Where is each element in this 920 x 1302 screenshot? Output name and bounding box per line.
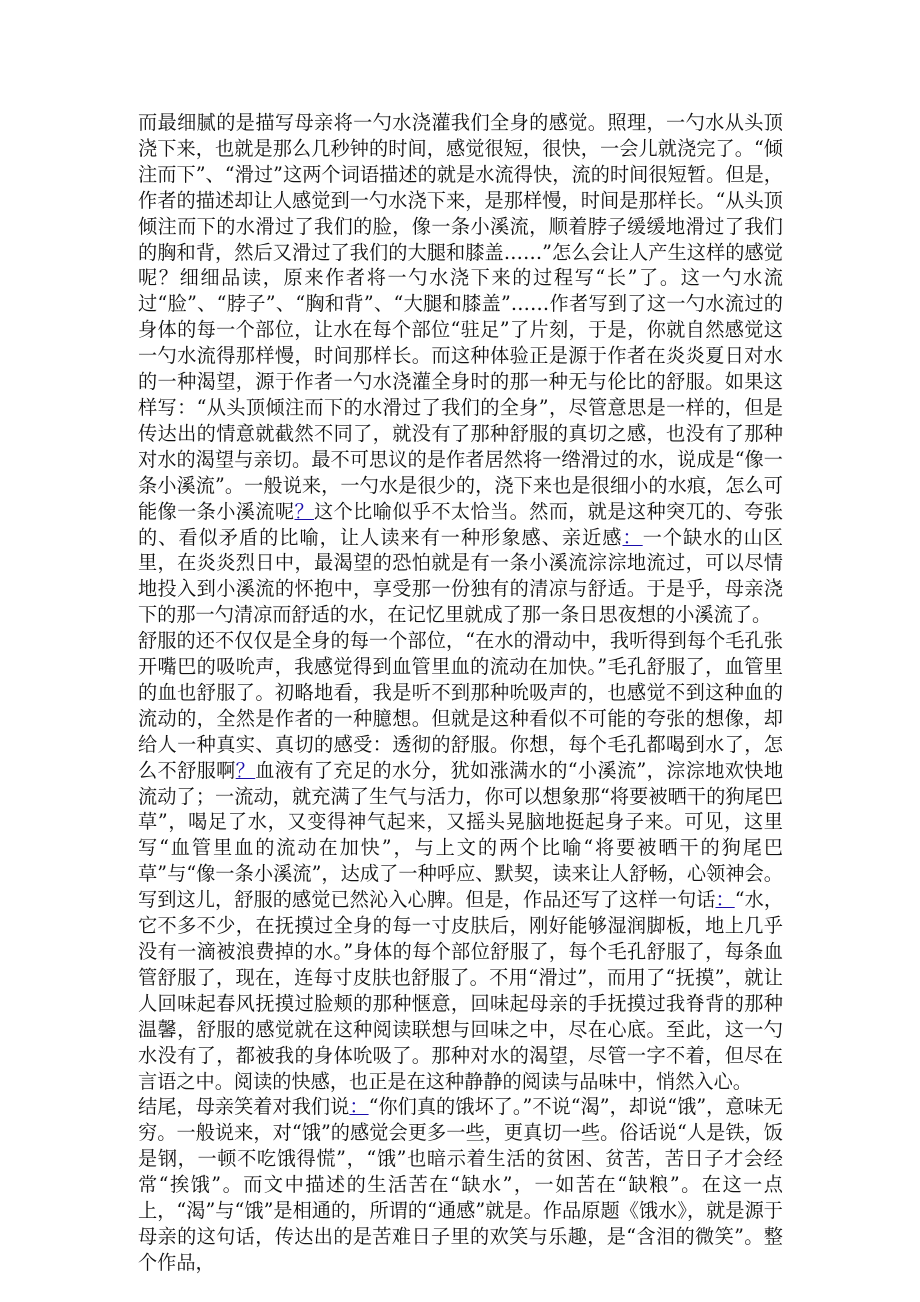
paragraph-ending	[138, 1094, 783, 1275]
text-segment: “你们真的饿坏了。”不说“渴”，却说“饿”，意味无穷。一般说来，对“饿”的感觉会更多一些，更真切一些。俗话说“人是铁，饭是钢，一顿不吃饿得慌”，“饿”也暗示着生活的贫困、贫苦，苦日子才会经常“挨饿”。而文中描述的生活苦在“缺水”，一如苦在“缺粮”。在这一点上，“渴”与“饿”是相通的，所谓的“通感”就是。作品原题《饿水》，就是源于母亲的这句话，传达出的是苦难日子里的欢笑与乐趣，是“含泪的微笑”。整个作品，	[138, 1095, 783, 1274]
colon-link[interactable]: ：	[622, 525, 643, 549]
text-segment: 这个比喻似乎不太恰当。然而，就是这种突兀的、夸张的、看似矛盾的比喻，让人读来有一种形象感、亲近感	[138, 499, 784, 549]
paragraph-water-pouring	[138, 110, 783, 628]
text-segment: “水，它不多不少，在抚摸过全身的每一寸皮肤后，刚好能够湿润脚板，地上几乎没有一滴被浪费掉的水。”身体的每个部位舒服了，每个毛孔舒服了，每条血管舒服了，现在，连每寸皮肤也舒服了。不用“滑过”，而用了“抚摸”，就让人回味起春风抚摸过脸颊的那种惬意，回味起母亲的手抚摸过我脊背的那种温馨，舒服的感觉就在这种阅读联想与回味之中，尽在心底。至此，这一勺水没有了，都被我的身体吮吸了。那种对水的渴望，尽管一字不着，但尽在言语之中。阅读的快感，也正是在这种静静的阅读与品味中，悄然入心。	[138, 888, 784, 1093]
text-segment: 血液有了充足的水分，犹如涨满水的“小溪流”，淙淙地欢快地流动了；一流动，就充满了生气与活力，你可以想象那“将要被晒干的狗尾巴草”，喝足了水，又变得神气起来，又摇头晃脑地挺起身子来。可见，这里写“血管里血的流动在加快”，与上文的两个比喻“将要被晒干的狗尾巴草”与“像一条小溪流”，达成了一种呼应、默契，读来让人舒畅，心领神会。写到这儿，舒服的感觉已然沁入心脾。但是，作品还写了这样一句话	[138, 758, 784, 912]
text-segment: 舒服的还不仅仅是全身的每一个部位，“在水的滑动中，我听得到每个毛孔张开嘴巴的吸吮声，我感觉得到血管里血的流动在加快。”毛孔舒服了，血管里的血也舒服了。初略地看，我是听不到那种吮吸声的，也感觉不到这种血的流动的，全然是作者的一种臆想。但就是这种看似不可能的夸张的想像，却给人一种真实、真切的感受：透彻的舒服。你想，每个毛孔都喝到水了，怎么不舒服啊	[138, 629, 783, 782]
paragraph-comfort	[138, 628, 783, 1094]
colon-link[interactable]: ：	[715, 888, 735, 912]
colon-link[interactable]: ：	[349, 1095, 369, 1119]
text-segment: 一个缺水的山区里，在炎炎烈日中，最渴望的恐怕就是有一条小溪流淙淙地流过，可以尽情地投入到小溪流的怀抱中，享受那一份独有的清凉与舒适。于是乎，母亲浇下的那一勺清凉而舒适的水，在记忆里就成了那一条日思夜想的小溪流了。	[138, 525, 783, 627]
document-body	[138, 110, 783, 1276]
question-mark-link[interactable]: ？	[235, 758, 256, 782]
text-segment: 而最细腻的是描写母亲将一勺水浇灌我们全身的感觉。照理，一勺水从头顶浇下来，也就是那么几秒钟的时间，感觉很短，很快，一会儿就浇完了。“倾注而下”、“滑过”这两个词语描述的就是水流得快，流的时间很短暂。但是，作者的描述却让人感觉到一勺水浇下来，是那样慢，时间是那样长。“从头顶倾注而下的水滑过了我们的脸，像一条小溪流，顺着脖子缓缓地滑过了我们的胸和背，然后又滑过了我们的大腿和膝盖……”怎么会让人产生这样的感觉呢？细细品读，原来作者将一勺水浇下来的过程写“长”了。这一勺水流过“脸”、“脖子”、“胸和背”、“大腿和膝盖”……作者写到了这一勺水流过的身体的每一个部位，让水在每个部位“驻足”了片刻，于是，你就自然感觉这一勺水流得那样慢，时间那样长。而这种体验正是源于作者在炎炎夏日对水的一种渴望，源于作者一勺水浇灌全身时的那一种无与伦比的舒服。如果这样写：“从头顶倾注而下的水滑过了我们的全身”，尽管意思是一样的，但是传达出的情意就截然不同了，就没有了那种舒服的真切之感，也没有了那种对水的渴望与亲切。最不可思议的是作者居然将一绺滑过的水，说成是“像一条小溪流”。一般说来，一勺水是很少的，浇下来也是很细小的水痕，怎么可能像一条小溪流呢	[138, 111, 783, 523]
text-segment: 结尾，母亲笑着对我们说	[138, 1095, 350, 1119]
question-mark-link[interactable]: ？	[294, 499, 315, 523]
